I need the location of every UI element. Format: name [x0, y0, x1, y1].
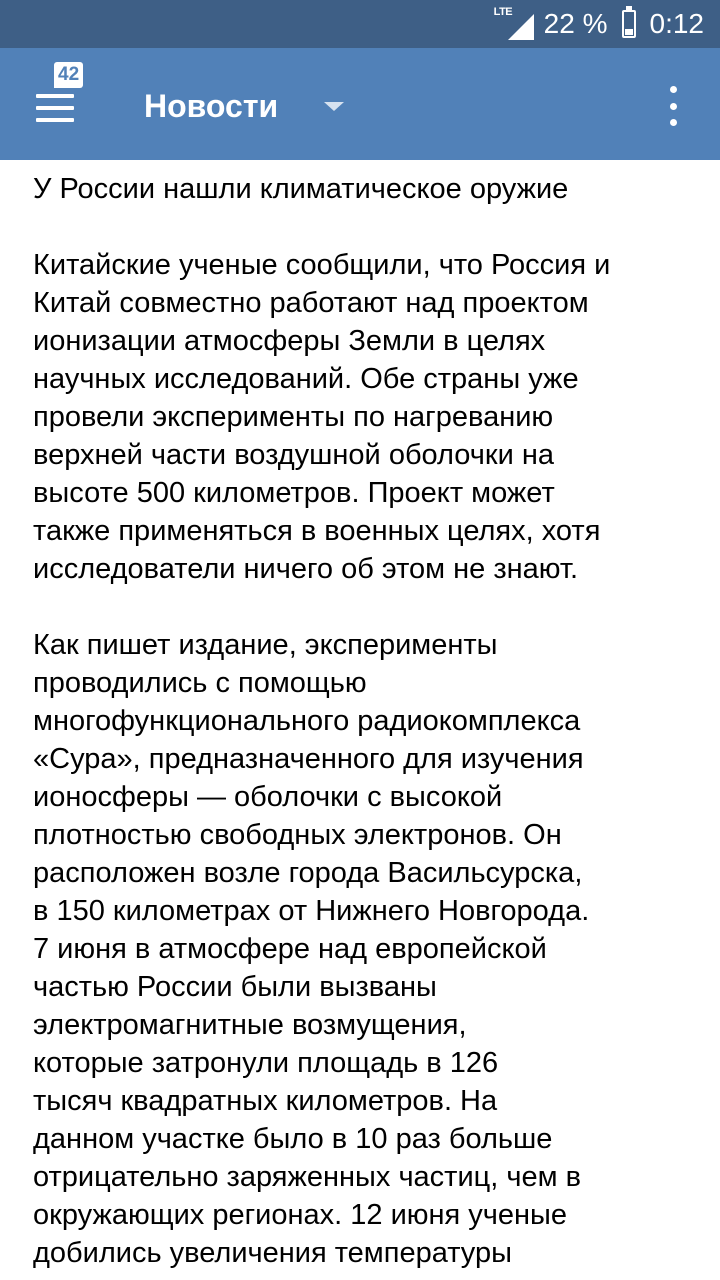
article-paragraph: Китайские ученые сообщили, что Россия и Китай совместно работают над проектом ионизации атмосферы Земли в целях научных исследований. Обе страны уже провели эксперименты по нагреванию верхней части воздушной оболочки на высоте 500 километров. Проект может также применяться в военных целях, хотя исследователи ничего об этом не знают.	[33, 249, 611, 585]
section-selector[interactable]	[144, 78, 344, 134]
article-paragraph: Как пишет издание, эксперименты проводились с помощью многофункционального радиокомплекса «Сура», предназначенного для изучения ионосферы — оболочки с высокой плотностью свободных электронов. Он расположен возле города Васильсурска, в 150 километрах от Нижнего Новгорода. 7 июня в атмосфере над европейской частью России были вызваны электромагнитные возмущения, которые затронули площадь в 126 тысяч квадратных километров. На данном участке было в 10 раз больше отрицательно заряженных частиц, чем в окружающих регионах. 12 июня ученые добились увеличения температуры	[33, 629, 590, 1269]
page-title: Новости	[144, 87, 279, 124]
menu-icon	[36, 94, 76, 122]
article-headline: У России нашли климатическое оружие	[33, 173, 569, 205]
battery-icon	[622, 10, 636, 38]
article-body	[0, 160, 720, 1280]
clock: 0:12	[649, 8, 704, 39]
battery-percent: 22 %	[543, 8, 608, 39]
signal-icon	[494, 6, 534, 42]
notification-badge: 42	[54, 62, 83, 88]
network-type: LTE	[493, 6, 513, 18]
status-bar	[0, 0, 720, 48]
more-vert-icon[interactable]	[666, 86, 680, 126]
menu-button[interactable]	[28, 64, 98, 140]
chevron-down-icon	[324, 102, 344, 111]
app-bar	[0, 48, 720, 160]
